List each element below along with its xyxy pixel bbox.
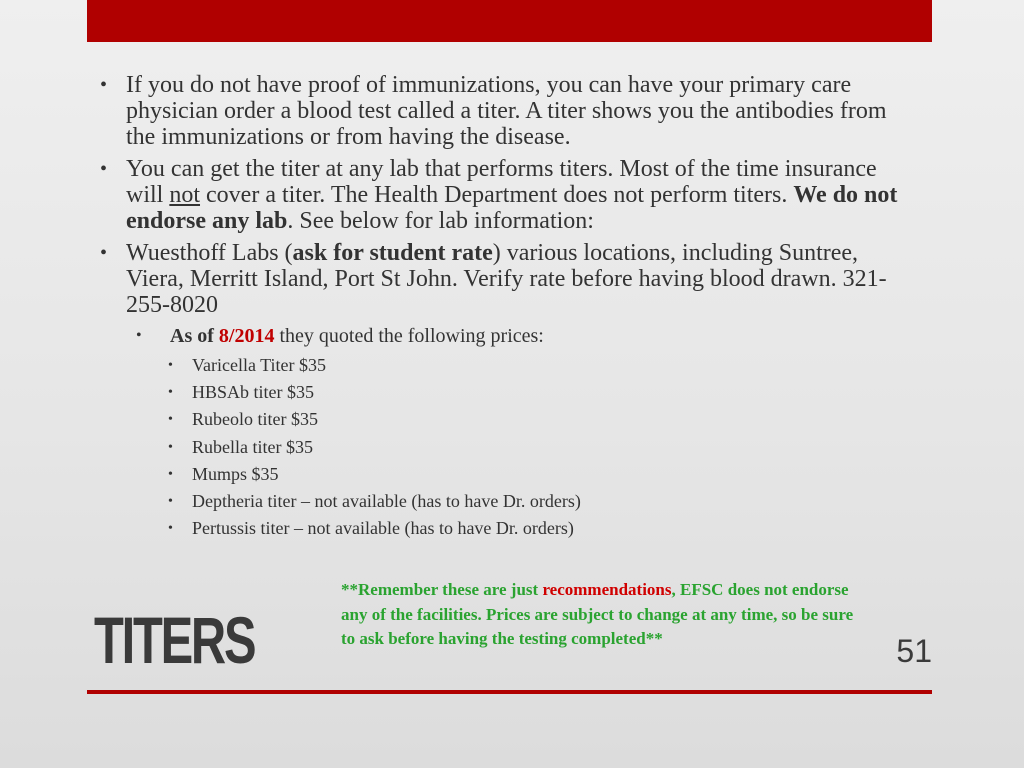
bullet-text-part: cover a titer. The Health Department does not perform titers. bbox=[200, 182, 794, 208]
bullet-text-part: Wuesthoff Labs ( bbox=[126, 240, 293, 266]
sub-bullet-quoted-prices bbox=[136, 324, 900, 348]
recommendations-highlight: recommendations bbox=[542, 580, 672, 599]
bullet-titer-lab bbox=[100, 156, 900, 234]
bullet-dot-icon: • bbox=[168, 385, 173, 401]
bottom-accent-rule bbox=[87, 690, 932, 694]
bullet-dot-icon: • bbox=[136, 327, 142, 344]
price-item-text: Rubeolo titer $35 bbox=[192, 409, 318, 430]
price-item bbox=[168, 352, 900, 379]
note-text-part: , EFSC does not endorse any of the facilities. Prices are subject to change at any time, so be sure to ask before having the testing completed** bbox=[341, 580, 854, 648]
no-endorse-emphasis: We do not endorse any lab bbox=[126, 182, 898, 234]
bullet-text: If you do not have proof of immunizations, you can have your primary care physician order a blood test called a titer. A titer shows you the antibodies from the immunizations or from having the disease. bbox=[126, 72, 887, 150]
price-item bbox=[168, 434, 900, 461]
price-item-text: Deptheria titer – not available (has to have Dr. orders) bbox=[192, 491, 581, 512]
quote-date: 8/2014 bbox=[218, 325, 275, 347]
sub-bullet-text: they quoted the following prices: bbox=[274, 325, 544, 347]
student-rate-emphasis: ask for student rate bbox=[292, 240, 493, 266]
price-item bbox=[168, 515, 900, 542]
price-item-text: Pertussis titer – not available (has to have Dr. orders) bbox=[192, 518, 574, 539]
bullet-dot-icon: • bbox=[168, 439, 173, 455]
bullet-dot-icon: • bbox=[168, 494, 173, 510]
bullet-wuesthoff-labs bbox=[100, 240, 900, 318]
bullet-dot-icon: • bbox=[168, 358, 173, 373]
slide-content bbox=[100, 72, 900, 542]
price-item bbox=[168, 461, 900, 488]
price-item-text: Varicella Titer $35 bbox=[192, 355, 326, 375]
slide-title: TITERS bbox=[94, 603, 255, 677]
price-item-text: Mumps $35 bbox=[192, 463, 279, 484]
as-of-label: As of bbox=[170, 325, 219, 347]
bullet-dot-icon: • bbox=[100, 74, 108, 96]
underlined-not: not bbox=[169, 182, 201, 208]
price-item bbox=[168, 488, 900, 515]
bullet-dot-icon: • bbox=[168, 521, 173, 537]
disclaimer-note bbox=[341, 578, 871, 652]
bullet-proof-of-immunizations bbox=[100, 72, 900, 150]
top-accent-bar bbox=[87, 0, 932, 42]
price-item-text: HBSAb titer $35 bbox=[192, 382, 315, 403]
note-text-part: **Remember these are just bbox=[341, 580, 543, 599]
bullet-text-part: . See below for lab information: bbox=[287, 208, 594, 234]
bullet-dot-icon: • bbox=[100, 158, 108, 180]
bullet-text-part: ) various locations, including Suntree, Viera, Merritt Island, Port St John. Verify rate before having blood drawn. 321-255-8020 bbox=[126, 240, 887, 318]
bullet-dot-icon: • bbox=[100, 242, 108, 264]
price-item bbox=[168, 379, 900, 406]
price-item-text: Rubella titer $35 bbox=[192, 436, 313, 457]
bullet-dot-icon: • bbox=[168, 412, 173, 428]
page-number: 51 bbox=[896, 633, 932, 669]
bullet-text-part: You can get the titer at any lab that performs titers. Most of the time insurance will bbox=[126, 156, 877, 208]
price-list bbox=[100, 352, 900, 542]
bullet-dot-icon: • bbox=[168, 466, 173, 482]
price-item bbox=[168, 406, 900, 433]
